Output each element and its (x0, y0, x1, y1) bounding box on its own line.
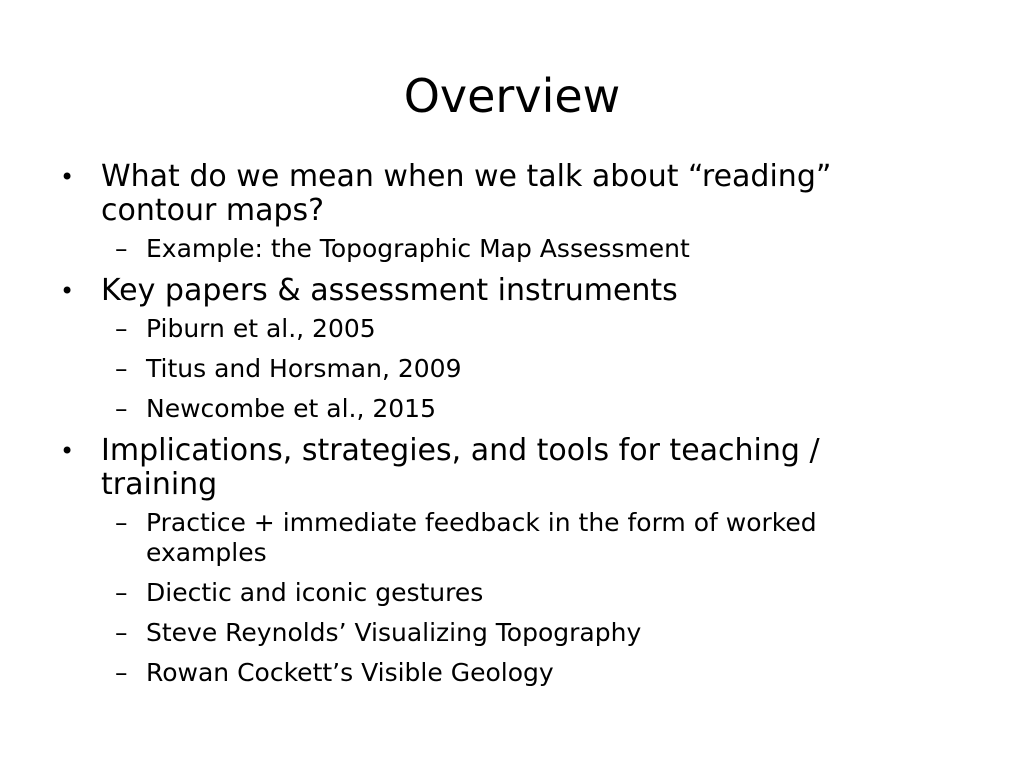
sub-bullet-item (60, 658, 940, 688)
dash-icon: – (115, 234, 128, 263)
dash-icon: – (115, 508, 128, 537)
bullet-item (60, 274, 940, 308)
bullet-icon: • (60, 277, 75, 305)
dash-icon: – (115, 354, 128, 383)
sub-bullet-text: Piburn et al., 2005 (146, 314, 376, 343)
sub-bullet-item (60, 508, 940, 568)
sub-bullet-text: Titus and Horsman, 2009 (146, 354, 462, 383)
dash-icon: – (115, 578, 128, 607)
bullet-item (60, 160, 940, 228)
sub-bullet-item (60, 314, 940, 344)
slide-title: Overview (403, 69, 621, 123)
bullet-text: What do we mean when we talk about “reading” contour maps? (101, 159, 832, 228)
sub-bullet-item (60, 618, 940, 648)
bullet-icon: • (60, 437, 75, 465)
dash-icon: – (115, 618, 128, 647)
dash-icon: – (115, 394, 128, 423)
bullet-icon: • (60, 163, 75, 191)
sub-bullet-text: Rowan Cockett’s Visible Geology (146, 658, 554, 687)
sub-bullet-item (60, 234, 940, 264)
bullet-item (60, 434, 940, 502)
sub-bullet-text: Newcombe et al., 2015 (146, 394, 436, 423)
sub-bullet-item (60, 578, 940, 608)
bullet-text: Key papers & assessment instruments (101, 273, 678, 308)
sub-bullet-text: Practice + immediate feedback in the form of worked examples (146, 508, 817, 567)
sub-bullet-text: Steve Reynolds’ Visualizing Topography (146, 618, 642, 647)
sub-bullet-text: Diectic and iconic gestures (146, 578, 484, 607)
dash-icon: – (115, 314, 128, 343)
bullet-list (60, 160, 940, 698)
sub-bullet-item (60, 394, 940, 424)
sub-bullet-text: Example: the Topographic Map Assessment (146, 234, 690, 263)
sub-bullet-item (60, 354, 940, 384)
bullet-text: Implications, strategies, and tools for teaching / training (101, 433, 820, 502)
dash-icon: – (115, 658, 128, 687)
